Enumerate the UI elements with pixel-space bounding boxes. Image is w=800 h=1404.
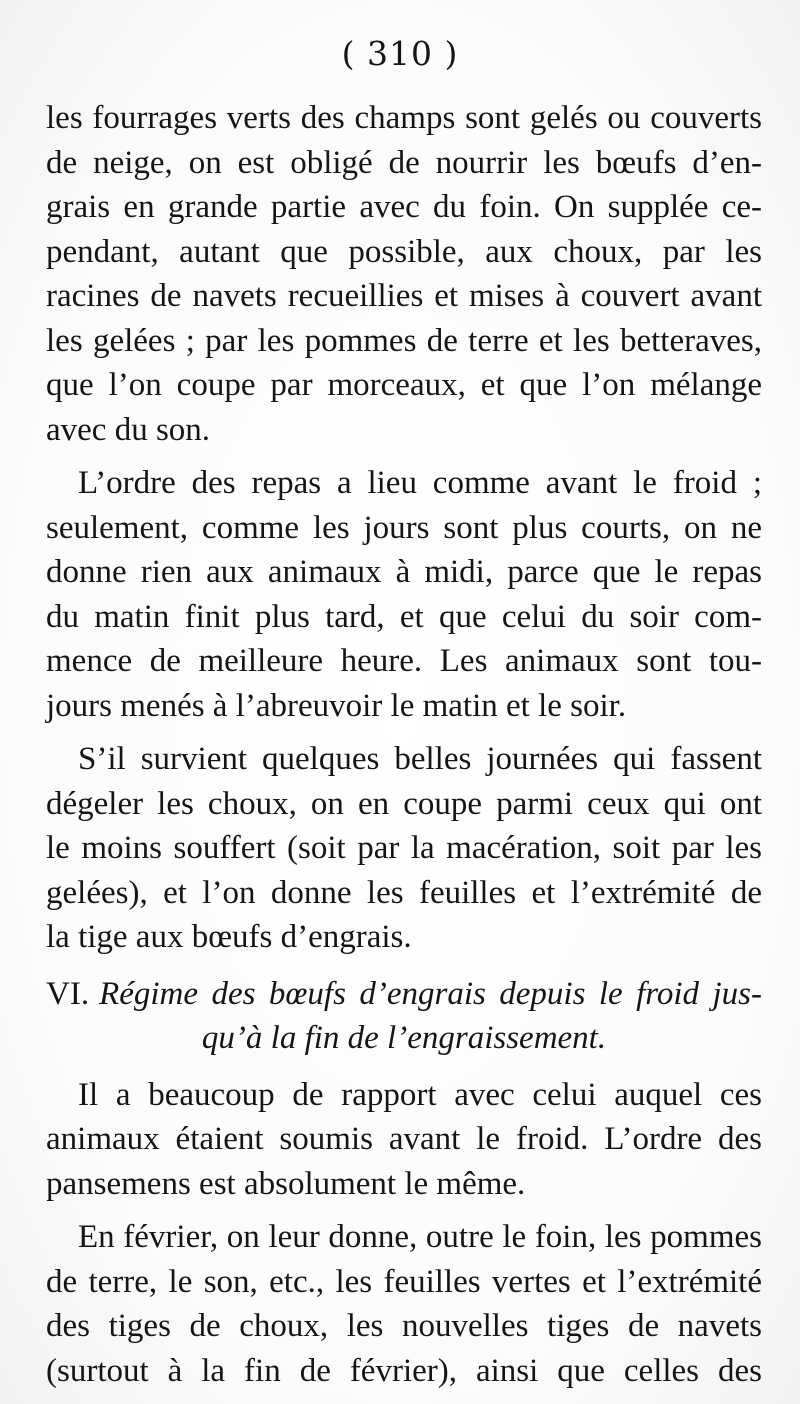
- section-heading: [46, 972, 762, 1061]
- text-line: seulement, comme les jours sont plus courts, on ne: [46, 509, 762, 546]
- section-title-line-1: [46, 972, 762, 1017]
- text-line: avec du son.: [46, 411, 211, 448]
- text-line: la tige aux bœufs d’engrais.: [46, 919, 412, 955]
- paragraph-4: [46, 1073, 762, 1207]
- text-line: de terre, le son, etc., les feuilles vertes et l’extrémité: [46, 1263, 762, 1300]
- text-line: donne rien aux animaux à midi, parce que le repas: [46, 554, 762, 590]
- text-line: dégeler les choux, on en coupe parmi ceux qui ont: [46, 785, 762, 822]
- text-line: L’ordre des repas a lieu comme avant le froid ;: [78, 465, 762, 501]
- section-numeral: VI.: [46, 975, 90, 1012]
- paragraph-2: [46, 461, 762, 728]
- text-line: S’il survient quelques belles journées qui fassent: [78, 741, 762, 777]
- text-line: jours menés à l’abreuvoir le matin et le soir.: [46, 687, 627, 724]
- text-line: Il a beaucoup de rapport avec celui auquel ces: [78, 1076, 762, 1113]
- page-body: [46, 96, 762, 1393]
- paragraph-1: [46, 96, 762, 452]
- section-title-line-2: qu’à la fin de l’engraissement.: [201, 1020, 607, 1056]
- text-line: mence de meilleure heure. Les animaux sont tou-: [46, 643, 762, 679]
- text-line: racines de navets recueillies et mises à couvert avant: [46, 278, 762, 314]
- text-line: les fourrages verts des champs sont gelés ou couverts: [46, 100, 762, 136]
- text-line: En février, on leur donne, outre le foin, les pommes: [78, 1219, 762, 1255]
- text-line: les gelées ; par les pommes de terre et les betteraves,: [46, 322, 762, 359]
- text-line: que l’on coupe par morceaux, et que l’on mélange: [46, 367, 762, 403]
- section-title-text: Régime des bœufs d’engrais depuis le froid jus-: [99, 975, 762, 1012]
- paragraph-3: [46, 737, 762, 960]
- text-line: du matin finit plus tard, et que celui du soir com-: [46, 598, 762, 635]
- text-line: de neige, on est obligé de nourrir les bœufs d’en-: [46, 144, 762, 181]
- page-number: ( 310 ): [341, 34, 459, 73]
- text-line: gelées), et l’on donne les feuilles et l’extrémité de: [46, 874, 762, 911]
- text-line: animaux étaient soumis avant le froid. L’ordre des: [46, 1121, 762, 1157]
- text-line: des tiges de choux, les nouvelles tiges de navets: [46, 1308, 762, 1344]
- text-line: pendant, autant que possible, aux choux, par les: [46, 233, 762, 270]
- text-line: pansemens est absolument le même.: [46, 1165, 526, 1202]
- text-line: grais en grande partie avec du foin. On supplée ce-: [46, 189, 762, 225]
- text-line: le moins souffert (soit par la macération, soit par les: [46, 830, 762, 866]
- text-line: (surtout à la fin de février), ainsi que celles des: [46, 1352, 762, 1389]
- paragraph-5: [46, 1215, 762, 1393]
